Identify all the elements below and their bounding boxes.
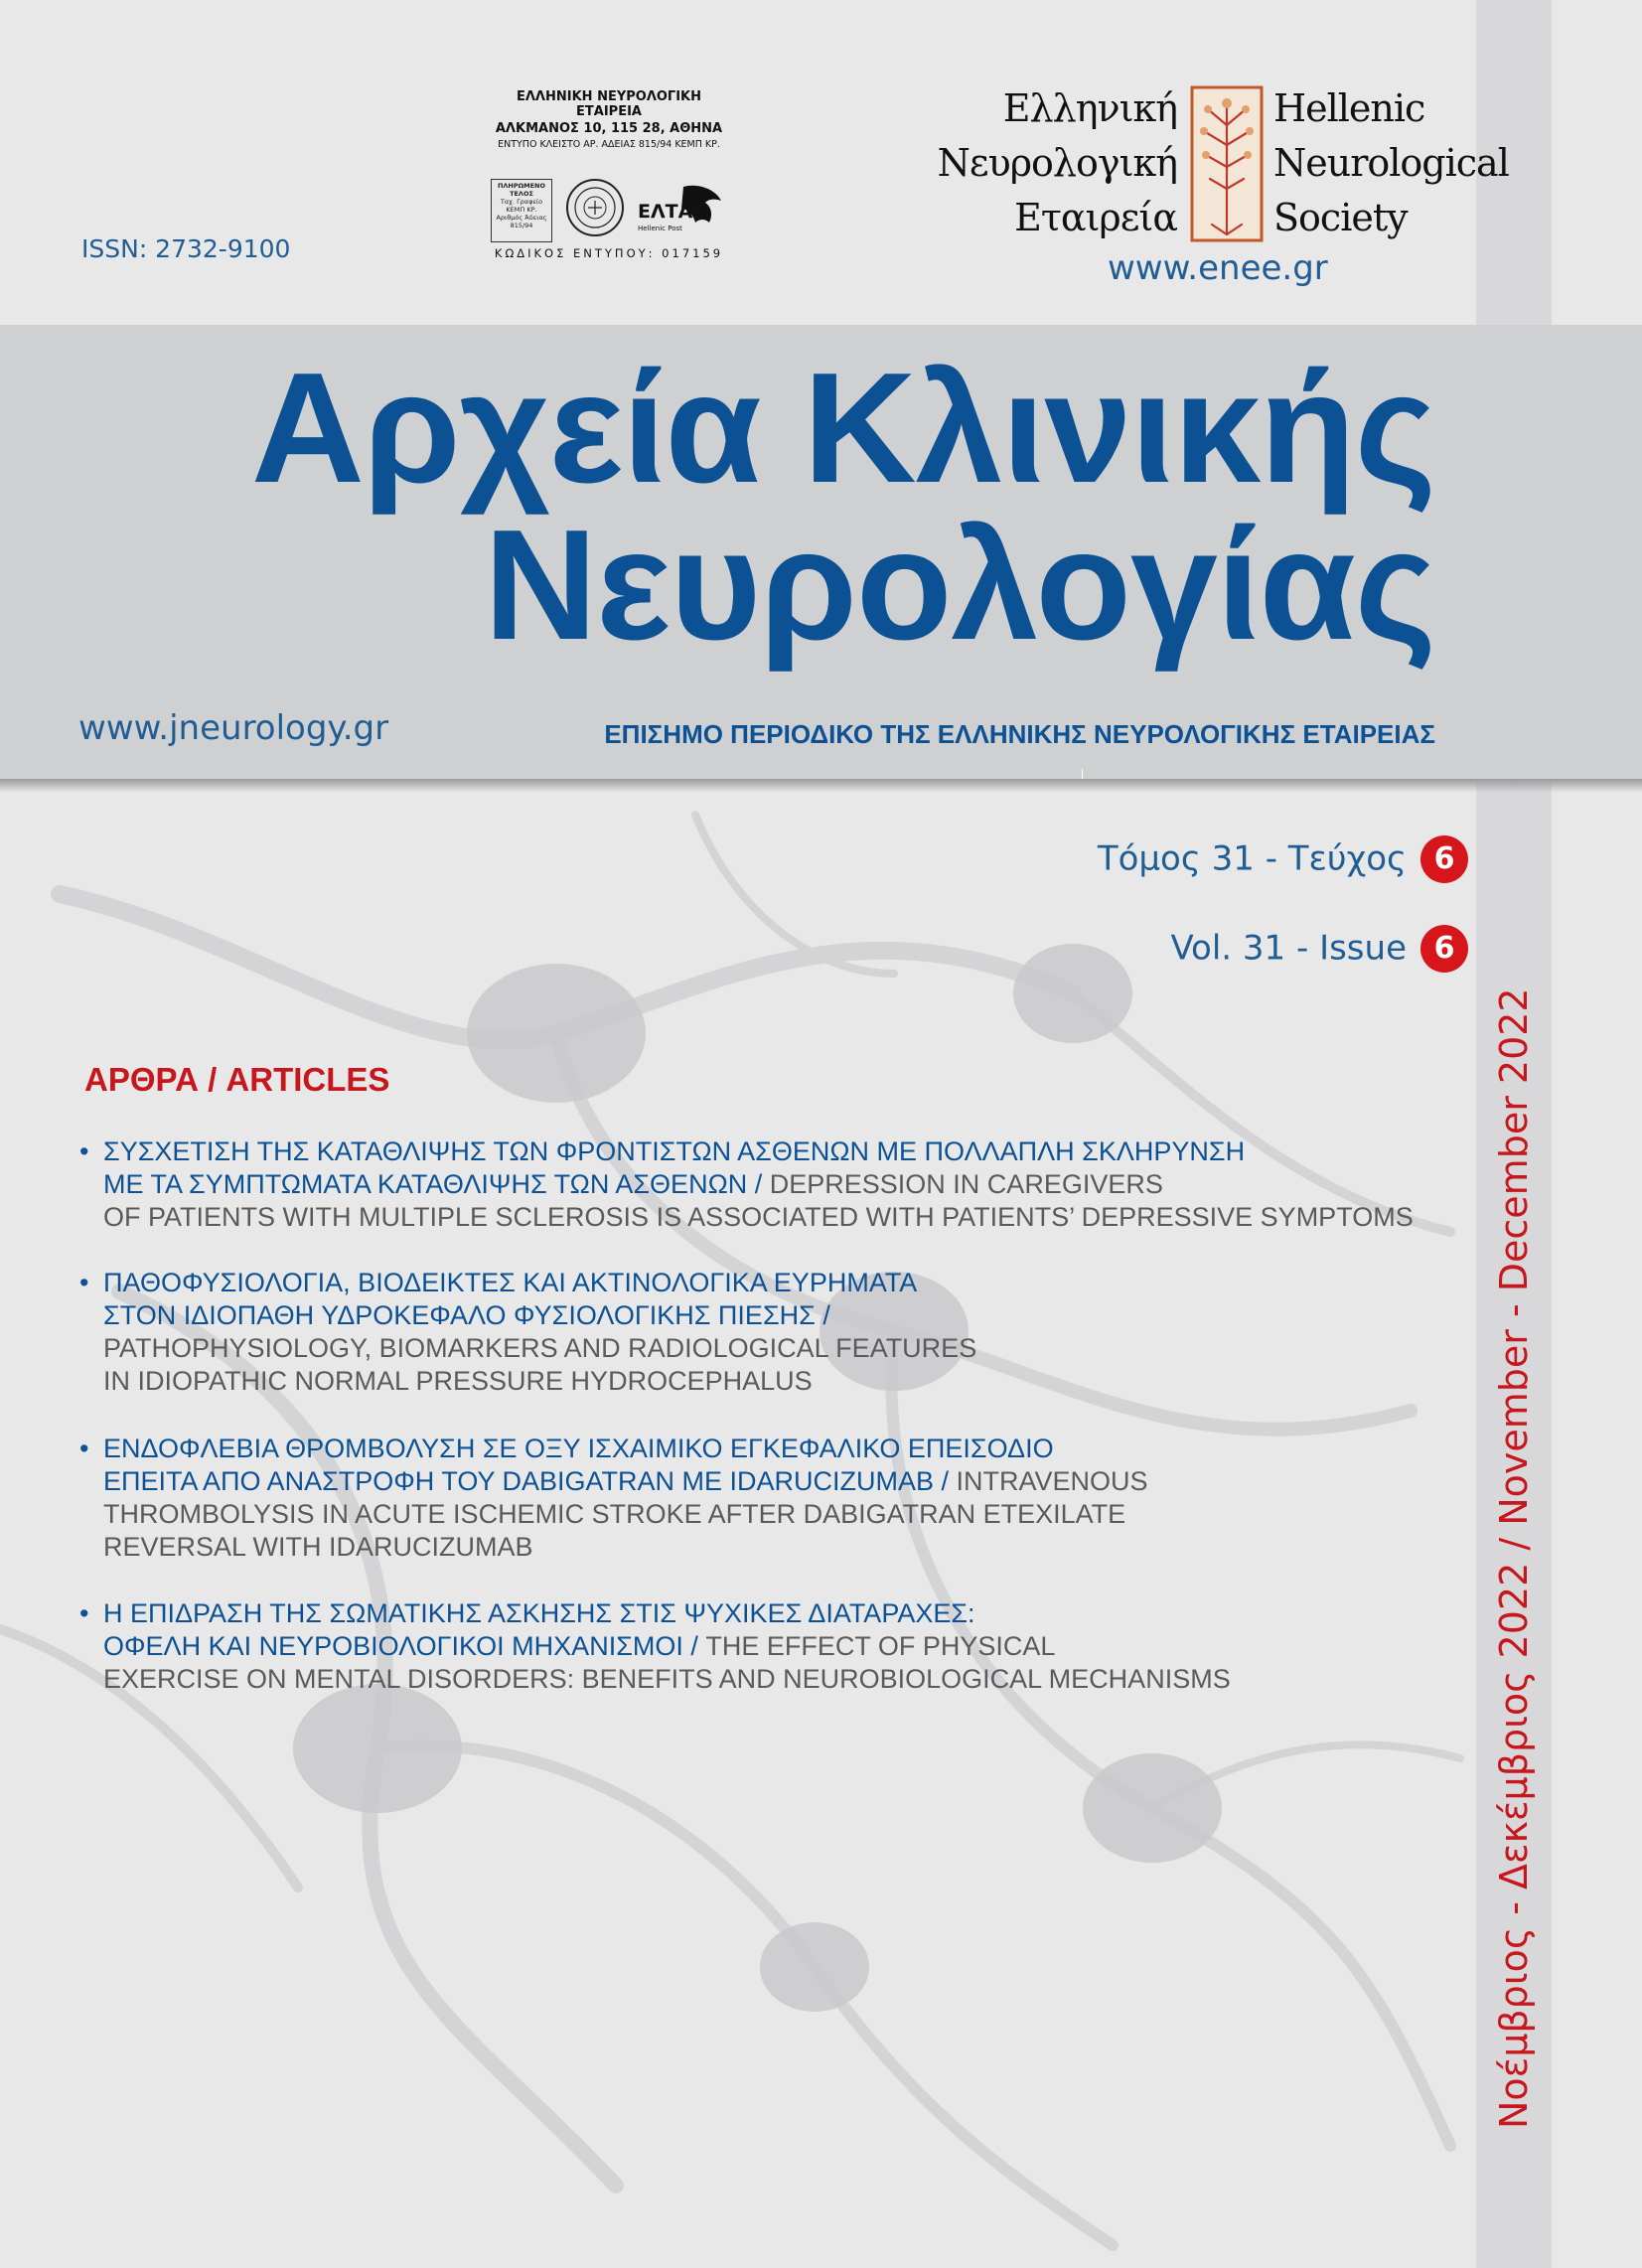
- article-english-text: OF PATIENTS WITH MULTIPLE SCLEROSIS IS ASSOCIATED WITH PATIENTS’ DEPRESSIVE SYMPTOMS: [103, 1202, 1414, 1232]
- journal-title: [0, 341, 1435, 673]
- bullet-icon: •: [79, 1136, 89, 1166]
- society-gr-line: Εταιρεία: [1014, 196, 1177, 239]
- article-line: [79, 1168, 1371, 1201]
- article-greek-text: ΜΕ ΤΑ ΣΥΜΠΤΩΜΑΤΑ ΚΑΤΑΘΛΙΨΗΣ ΤΩΝ ΑΣΘΕΝΩΝ /: [103, 1169, 770, 1199]
- journal-title-line-1: Αρχεία Κλινικής: [250, 341, 1435, 516]
- article-line: [79, 1630, 1371, 1663]
- article-english-text: EXERCISE ON MENTAL DISORDERS: BENEFITS AND NEUROBIOLOGICAL MECHANISMS: [103, 1664, 1231, 1694]
- issue-number-badge: 6: [1420, 925, 1468, 973]
- press-post-seal-icon: [564, 177, 626, 238]
- bullet-icon: •: [79, 1268, 89, 1297]
- article-english-text: DEPRESSION IN CAREGIVERS: [769, 1169, 1163, 1199]
- article-greek-text: ΣΤΟΝ ΙΔΙΟΠΑΘΗ ΥΔΡΟΚΕΦΑΛΟ ΦΥΣΙΟΛΟΓΙΚΗΣ ΠΙΕΣΗΣ /: [103, 1300, 830, 1330]
- journal-url-link[interactable]: www.jneurology.gr: [78, 708, 389, 748]
- article-item[interactable]: [79, 1597, 1371, 1696]
- article-line: [79, 1663, 1371, 1696]
- society-name-english: [1273, 81, 1571, 245]
- article-greek-text: ΕΝΔΟΦΛΕΒΙΑ ΘΡΟΜΒΟΛΥΣΗ ΣΕ ΟΞΥ ΙΣΧΑΙΜΙΚΟ ΕΓΚΕΦΑΛΙΚΟ ΕΠΕΙΣΟΔΙΟ: [103, 1434, 1054, 1463]
- postage-box-line: ΠΛΗΡΩΜΕΝΟ: [497, 182, 546, 190]
- article-item[interactable]: [79, 1267, 1371, 1398]
- society-en-line: Hellenic: [1273, 86, 1425, 130]
- society-gr-line: Νευρολογική: [937, 141, 1177, 185]
- article-line: [79, 1597, 1371, 1630]
- article-line: [79, 1135, 1371, 1168]
- postage-box-line: ΚΕΜΠ ΚΡ.: [506, 206, 537, 214]
- article-greek-text: Η ΕΠΙΔΡΑΣΗ ΤΗΣ ΣΩΜΑΤΙΚΗΣ ΑΣΚΗΣΗΣ ΣΤΙΣ ΨΥΧΙΚΕΣ ΔΙΑΤΑΡΑΧΕΣ:: [103, 1598, 975, 1628]
- journal-subtitle: ΕΠΙΣΗΜΟ ΠΕΡΙΟΔΙΚΟ ΤΗΣ ΕΛΛΗΝΙΚΗΣ ΝΕΥΡΟΛΟΓΙΚΗΣ ΕΤΑΙΡΕΙΑΣ: [604, 719, 1435, 749]
- article-greek-text: ΠΑΘΟΦΥΣΙΟΛΟΓΙΑ, ΒΙΟΔΕΙΚΤΕΣ ΚΑΙ ΑΚΤΙΝΟΛΟΓΙΚΑ ΕΥΡΗΜΑΤΑ: [103, 1268, 918, 1297]
- elta-wordmark: ΕΛΤΑ: [638, 201, 693, 223]
- article-english-text: PATHOPHYSIOLOGY, BIOMARKERS AND RADIOLOGICAL FEATURES: [103, 1333, 977, 1363]
- postage-box-line: ΤΕΛΟΣ: [510, 190, 533, 198]
- postage-box-line: 815/94: [510, 222, 533, 229]
- bullet-icon: •: [79, 1598, 89, 1628]
- article-line: [79, 1267, 1371, 1299]
- article-line: [79, 1498, 1371, 1531]
- article-line: [79, 1433, 1371, 1465]
- postage-box-line: Αριθμός Άδειας: [496, 214, 547, 222]
- society-logo-block: [924, 81, 1560, 250]
- article-english-text: INTRAVENOUS: [956, 1466, 1148, 1496]
- volume-issue-greek: [0, 832, 1468, 882]
- journal-title-line-2: Νευρολογίας: [484, 498, 1435, 673]
- society-tree-emblem-icon: [1190, 85, 1264, 242]
- bullet-icon: •: [79, 1434, 89, 1463]
- issn: ISSN: 2732-9100: [81, 234, 291, 263]
- article-line: [79, 1332, 1371, 1365]
- postage-paid-box: [491, 179, 552, 242]
- society-url-link[interactable]: www.enee.gr: [1108, 248, 1328, 288]
- article-line: [79, 1365, 1371, 1398]
- society-name-greek: [924, 81, 1177, 245]
- society-en-line: Neurological: [1273, 141, 1509, 185]
- article-english-text: REVERSAL WITH IDARUCIZUMAB: [103, 1532, 533, 1562]
- articles-heading: ΑΡΘΡΑ / ARTICLES: [84, 1061, 390, 1098]
- volume-issue-english-label: Vol. 31 - Issue: [1170, 928, 1407, 969]
- article-item[interactable]: [79, 1135, 1414, 1234]
- article-line: [79, 1465, 1371, 1498]
- elta-logo: [636, 179, 727, 242]
- title-band-shadow: [0, 779, 1642, 793]
- postage-box-line: Ταχ. Γραφείο: [500, 198, 543, 206]
- article-line: [79, 1531, 1371, 1564]
- article-greek-text: ΟΦΕΛΗ ΚΑΙ ΝΕΥΡΟΒΙΟΛΟΓΙΚΟΙ ΜΗΧΑΝΙΣΜΟΙ /: [103, 1631, 706, 1661]
- article-line: [79, 1201, 1414, 1234]
- society-en-line: Society: [1273, 196, 1408, 239]
- article-english-text: THROMBOLYSIS IN ACUTE ISCHEMIC STROKE AFTER DABIGATRAN ETEXILATE: [103, 1499, 1126, 1529]
- article-greek-text: ΕΠΕΙΤΑ ΑΠΟ ΑΝΑΣΤΡΟΦΗ ΤΟΥ DABIGATRAN ΜΕ IDARUCIZUMAB /: [103, 1466, 957, 1496]
- postal-line-2: ΑΛΚΜΑΝΟΣ 10, 115 28, ΑΘΗΝΑ: [495, 121, 723, 136]
- issue-number-badge: 6: [1420, 835, 1468, 883]
- article-item[interactable]: [79, 1433, 1371, 1564]
- article-line: [79, 1299, 1371, 1332]
- issue-date-vertical: Νοέμβριος - Δεκέμβριος 2022 / November - December 2022: [1492, 987, 1536, 2129]
- postal-line-3: ΕΝΤΥΠΟ ΚΛΕΙΣΤΟ ΑΡ. ΑΔΕΙΑΣ 815/94 ΚΕΜΠ ΚΡ.: [498, 139, 720, 150]
- postal-code: ΚΩΔΙΚΟΣ ΕΝΤΥΠΟΥ: 017159: [494, 246, 724, 260]
- elta-subtitle: Hellenic Post: [638, 225, 682, 232]
- society-gr-line: Ελληνική: [1002, 86, 1177, 130]
- article-english-text: THE EFFECT OF PHYSICAL: [705, 1631, 1056, 1661]
- article-greek-text: ΣΥΣΧΕΤΙΣΗ ΤΗΣ ΚΑΤΑΘΛΙΨΗΣ ΤΩΝ ΦΡΟΝΤΙΣΤΩΝ ΑΣΘΕΝΩΝ ΜΕ ΠΟΛΛΑΠΛΗ ΣΚΛΗΡΥΝΣΗ: [103, 1136, 1246, 1166]
- postal-line-1: ΕΛΛΗΝΙΚΗ ΝΕΥΡΟΛΟΓΙΚΗ ΕΤΑΙΡΕΙΑ: [516, 89, 702, 119]
- article-english-text: IN IDIOPATHIC NORMAL PRESSURE HYDROCEPHALUS: [103, 1366, 813, 1396]
- volume-issue-greek-label: Τόμος 31 - Τεύχος: [1097, 838, 1407, 879]
- volume-issue-english: [0, 922, 1468, 972]
